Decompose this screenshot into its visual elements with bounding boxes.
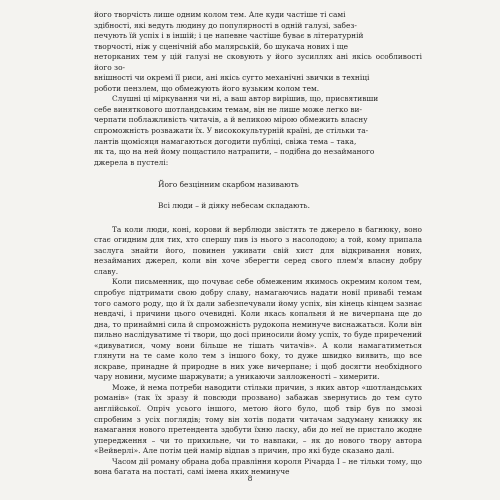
page-number: 8 bbox=[247, 474, 253, 483]
text-block bbox=[94, 10, 422, 478]
paragraph-5: Може, й нема потреби наводити стільки причин, з яких автор «шотландських романів» (так їх зразу й повсюди прозвано) забажав звернутись до тем суто англійської. Опріч усього іншого, метою його було, щоб твір був по змозі спробним з усіх поглядів; тому він хотів подати читачам задуману книжку як намагання нового претендента здобути їхню ласку, аби до неї не пристало жодне упередження – чи то прихильне, чи то навпаки, – як до нового твору автора «Вейверлі». Але потім цей намір відпав з причин, про які буде сказано далі. bbox=[94, 382, 422, 456]
epigraph-line-2: Всі люди – й діяку небесам складають. bbox=[158, 200, 310, 210]
paragraph-1: його творчість лише одним колом тем. Але куди частіше ті самі здібності, які ведуть людину до популярності в одній галузі, забез- печують їй успіх і в іншій; і це напевне частіше буває в літературній творчості, ніж у сценічній або малярській, бо шукача нових і ще неторканих тем у цій галузі не сковують у його зусиллях ані якісь особливості його зо- внішності чи окремі її риси, ані якісь сугто механічні звички в техніці роботи пензлем, що обмежують його вузьким колом тем. bbox=[94, 10, 422, 93]
paragraph-2: Слушні ці міркування чи ні, а ваш автор вирішив, що, присвятивши себе виняткового шотландським темам, він не лише може легко ви- черпати поблажливість читачів, а й великою мірою обмежить власну спроможність розважати їх. У висококультурній країні, де стільки та- лантів щомісяця намагаються догодити публіці, свіжа тема – така, як та, що на ней йому пощастило натрапити, – подібна до незайманого джерела в пустелі: bbox=[94, 94, 379, 167]
paragraph-6: Часом дії роману обрана доба правління короля Річарда І – не тільки тому, що вона багата на постаті, самі імена яких неминуче bbox=[94, 456, 422, 477]
paragraph-3: Та коли люди, коні, корови й верблюди звістять те джерело в багнюку, воно стає огидним для тих, хто спершу пив із нього з насолодою; а той, кому припала заслуга знайти його, повинен уживати свій хист для відкривання нових, незайманих джерел, коли він хоче зберегти серед свого плем'я власну добру славу. bbox=[94, 224, 422, 276]
paragraph-4: Коли письменник, що почуває себе обмеженим якимось окремим колом тем, спробує підтримати свою добру славу, намагаючись надати новії привабі темам того самого роду, що й їх дали забезпечували йому успіх, він кінець кінцем зазнає невдачі, і причини цього очевидні. Коли якась копальня й не вичерпана ще до дна, то принаймні сила й спроможність рудокопа неминуче виснажаться. Коли він пильно наслідуватиме ті твори, що досі приносили йому успіх, то буде приречений «дивуватися, чому вони більше не тішать читачів». А коли намагатиметься глянути на те саме коло тем з іншого боку, то дуже швидко виявить, що все яскраве, принадне й природне в них уже вичерпане; і щоб досягти необхідного чару новини, мусиме шаржувати; а уникаючи заяложеності – химерити. bbox=[94, 277, 422, 382]
epigraph bbox=[94, 169, 422, 222]
epigraph-line-1: Його безцінним скарбом називають bbox=[158, 179, 299, 189]
